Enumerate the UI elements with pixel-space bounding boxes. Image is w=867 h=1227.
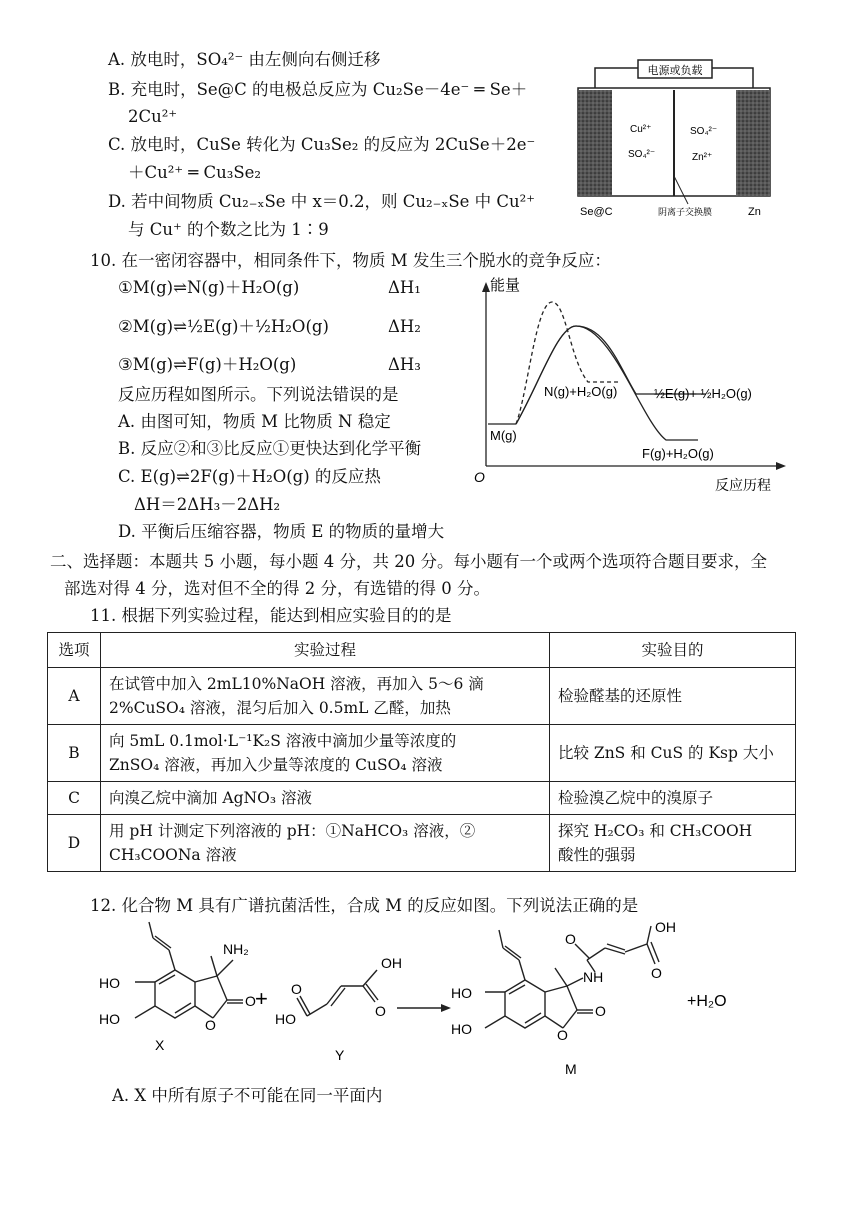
y-oh: OH (381, 955, 402, 971)
y-o-right: O (375, 1003, 386, 1019)
m-ho-lower: HO (451, 1021, 472, 1037)
compound-y (297, 970, 378, 1016)
m-label: M (565, 1061, 577, 1077)
q10-option-b: B. 反应②和③比反应①更快达到化学平衡 (118, 439, 422, 458)
q10-reaction-3: ③M(g)⇌F(g)＋H₂O(g) (118, 355, 297, 374)
row-procedure (101, 668, 550, 725)
q10-prompt: 反应历程如图所示。下列说法错误的是 (118, 385, 399, 404)
right-electrode (736, 90, 770, 196)
x-ring-o: O (205, 1017, 216, 1033)
m-carbonyl-o: O (595, 1003, 606, 1019)
reaction-scheme (95, 920, 775, 1085)
m-oh: OH (655, 920, 676, 935)
n-label: N(g)+H₂O(g) (544, 384, 618, 399)
q10-dh3: ΔH₃ (388, 355, 421, 374)
header-goal: 实验目的 (550, 633, 796, 668)
q10-dh1: ΔH₁ (388, 278, 421, 297)
q12-option-a: A. X 中所有原子不可能在同一平面内 (112, 1086, 383, 1105)
row-goal: 检验醛基的还原性 (550, 668, 796, 725)
row-option: A (48, 668, 101, 725)
e-label: ½E(g)+ ½H₂O(g) (654, 386, 752, 401)
q10-option-a: A. 由图可知，物质 M 比物质 N 稳定 (118, 412, 391, 431)
row-option: C (48, 782, 101, 815)
q10-option-d: D. 平衡后压缩容器，物质 E 的物质的量增大 (118, 522, 445, 541)
right-ion-1: SO₄²⁻ (690, 126, 718, 137)
header-procedure: 实验过程 (101, 633, 550, 668)
energy-profile-diagram (470, 272, 800, 497)
electrochemical-cell-diagram (570, 52, 780, 222)
q9-option-b-line2: 2Cu²⁺ (128, 107, 178, 126)
x-carbonyl-o: O (245, 993, 256, 1009)
table-row (48, 782, 796, 815)
m-acid-o: O (651, 965, 662, 981)
left-ion-1: Cu²⁺ (630, 124, 652, 135)
procedure-line: 用 pH 计测定下列溶液的 pH：①NaHCO₃ 溶液，② (109, 822, 476, 840)
procedure-line: ZnSO₄ 溶液，再加入少量等浓度的 CuSO₄ 溶液 (109, 756, 443, 774)
row-goal (550, 815, 796, 872)
q9-option-d-line2: 与 Cu⁺ 的个数之比为 1∶9 (128, 220, 329, 239)
y-ho: HO (275, 1011, 296, 1027)
header-option: 选项 (48, 633, 101, 668)
water-product: +H₂O (687, 993, 727, 1010)
x-ho-upper: HO (99, 975, 120, 991)
table-row (48, 725, 796, 782)
q10-option-c-line1: C. E(g)⇌2F(g)＋H₂O(g) 的反应热 (118, 467, 381, 486)
row-option: B (48, 725, 101, 782)
q9-option-d-line1: D. 若中间物质 Cu₂₋ₓSe 中 x＝0.2，则 Cu₂₋ₓSe 中 Cu²⁺ (108, 192, 535, 211)
q9-option-c-line1: C. 放电时，CuSe 转化为 Cu₃Se₂ 的反应为 2CuSe＋2e⁻ (108, 135, 536, 154)
q10-option-c-line2: ΔH＝2ΔH₃－2ΔH₂ (134, 495, 281, 514)
row-procedure: 向溴乙烷中滴加 AgNO₃ 溶液 (101, 782, 550, 815)
reaction-arrow (441, 1004, 451, 1012)
procedure-line: 向 5mL 0.1mol·L⁻¹K₂S 溶液中滴加少量等浓度的 (109, 732, 457, 750)
q9-option-c-line2: ＋Cu²⁺ ═ Cu₃Se₂ (128, 163, 262, 182)
procedure-line: CH₃COONa 溶液 (109, 846, 237, 864)
q9-option-b-line1: B. 充电时，Se@C 的电极总反应为 Cu₂Se－4e⁻ ═ Se＋ (108, 80, 528, 99)
row-procedure (101, 725, 550, 782)
plus-sign: + (255, 986, 268, 1011)
f-label: F(g)+H₂O(g) (642, 446, 714, 461)
m-nh: NH (583, 969, 604, 985)
procedure-line: 在试管中加入 2mL10%NaOH 溶液，再加入 5～6 滴 (109, 675, 484, 693)
membrane-label: 阴离子交换膜 (658, 207, 713, 217)
left-electrode (578, 90, 612, 196)
compound-x (135, 922, 243, 1018)
m-ho-upper: HO (451, 985, 472, 1001)
x-label: X (155, 1037, 165, 1053)
right-ion-2: Zn²⁺ (692, 152, 713, 163)
x-nh2: NH₂ (223, 941, 249, 957)
y-o-left: O (291, 981, 302, 997)
goal-line: 酸性的强弱 (558, 846, 636, 864)
section2-line1: 二、选择题：本题共 5 小题，每小题 4 分，共 20 分。每小题有一个或两个选项符合题目要求，全 (50, 552, 767, 571)
load-label: 电源或负载 (647, 65, 703, 77)
experiment-table (47, 632, 796, 872)
q11-stem: 11. 根据下列实验过程，能达到相应实验目的的是 (90, 606, 452, 625)
table-row (48, 815, 796, 872)
section2-line2: 部选对得 4 分，选对但不全的得 2 分，有选错的得 0 分。 (64, 579, 490, 598)
q12-stem: 12. 化合物 M 具有广谱抗菌活性，合成 M 的反应如图。下列说法正确的是 (90, 896, 639, 915)
q10-reaction-2: ②M(g)⇌½E(g)＋½H₂O(g) (118, 317, 329, 336)
q10-dh2: ΔH₂ (388, 317, 421, 336)
x-axis-label: 反应历程 (715, 477, 771, 493)
row-goal: 比较 ZnS 和 CuS 的 Ksp 大小 (550, 725, 796, 782)
row-goal: 检验溴乙烷中的溴原子 (550, 782, 796, 815)
m-ring-o: O (557, 1027, 568, 1043)
q10-reaction-1: ①M(g)⇌N(g)＋H₂O(g) (118, 278, 300, 297)
y-axis-label: 能量 (490, 277, 521, 294)
row-option: D (48, 815, 101, 872)
origin-label: O (474, 469, 485, 485)
right-electrode-label: Zn (748, 206, 761, 218)
row-procedure (101, 815, 550, 872)
x-ho-lower: HO (99, 1011, 120, 1027)
table-header-row (48, 633, 796, 668)
left-electrode-label: Se@C (580, 206, 613, 218)
y-label: Y (335, 1047, 345, 1063)
m-amide-o: O (565, 931, 576, 947)
m-label: M(g) (490, 428, 517, 443)
q9-option-a: A. 放电时，SO₄²⁻ 由左侧向右侧迁移 (108, 50, 381, 69)
q10-stem: 10. 在一密闭容器中，相同条件下，物质 M 发生三个脱水的竞争反应： (90, 251, 611, 270)
procedure-line: 2%CuSO₄ 溶液，混匀后加入 0.5mL 乙醛，加热 (109, 699, 451, 717)
table-row (48, 668, 796, 725)
goal-line: 探究 H₂CO₃ 和 CH₃COOH (558, 822, 753, 840)
left-ion-2: SO₄²⁻ (628, 149, 656, 160)
